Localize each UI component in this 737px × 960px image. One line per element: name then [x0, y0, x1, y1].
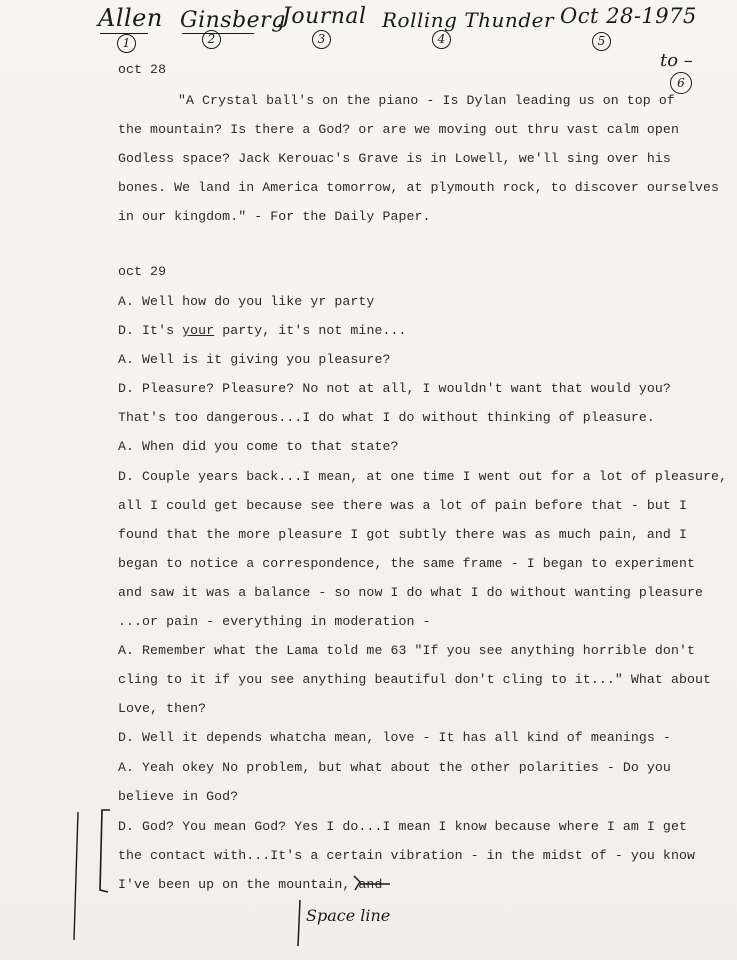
dialogue-line: believe in God?	[118, 789, 239, 804]
header-number-5: 5	[592, 32, 611, 51]
header-word-allen: Allen	[98, 4, 163, 32]
dialogue-line: D. God? You mean God? Yes I do...I mean I know because where I am I get	[118, 819, 687, 834]
dialogue-line: ...or pain - everything in moderation -	[118, 614, 431, 629]
entry-line: Godless space? Jack Kerouac's Grave is in Lowell, we'll sing over his	[118, 151, 671, 166]
header-number-1: 1	[117, 34, 136, 53]
header-word-ginsberg: Ginsberg	[180, 8, 286, 33]
entry-line: bones. We land in America tomorrow, at plymouth rock, to discover ourselves	[118, 180, 720, 195]
dialogue-line: D. Couple years back...I mean, at one time I went out for a lot of pleasure,	[118, 469, 728, 484]
dialogue-line: D. Pleasure? Pleasure? No not at all, I wouldn't want that would you?	[118, 381, 671, 396]
margin-note: Space line	[306, 906, 391, 925]
dialogue-line: all I could get because see there was a lot of pain before that - but I	[118, 498, 687, 513]
header-date: Oct 28-1975	[560, 4, 697, 28]
dialogue-text: party, it's not mine...	[214, 323, 407, 338]
entry-date-oct29: oct 29	[118, 264, 167, 279]
header-number-3: 3	[312, 30, 331, 49]
dialogue-line: D. Well it depends whatcha mean, love - It has all kind of meanings -	[118, 730, 671, 745]
bracket-inner	[100, 810, 110, 892]
dialogue-line: found that the more pleasure I got subtly there was as much pain, and I	[118, 527, 687, 542]
dialogue-text: D. It's	[118, 323, 183, 338]
bracket-outer	[74, 812, 78, 940]
dialogue-line: began to notice a correspondence, the same frame - I began to experiment	[118, 556, 695, 571]
header-number-2: 2	[202, 30, 221, 49]
entry-line: "A Crystal ball's on the piano - Is Dylan leading us on top of	[178, 93, 675, 108]
dialogue-line: and saw it was a balance - so now I do what I do without wanting pleasure	[118, 585, 704, 600]
entry-line: in our kingdom." - For the Daily Paper.	[118, 209, 431, 224]
dialogue-line: the contact with...It's a certain vibration - in the midst of - you know	[118, 848, 695, 863]
margin-vertical-stroke	[298, 900, 300, 946]
dialogue-line: cling to it if you see anything beautiful don't cling to it..." What about	[118, 672, 712, 687]
dialogue-line: That's too dangerous...I do what I do without thinking of pleasure.	[118, 410, 655, 425]
dialogue-line: Love, then?	[118, 701, 207, 716]
header-word-rolling-thunder: Rolling Thunder	[382, 8, 555, 32]
margin-bracket-mark	[60, 800, 400, 960]
dialogue-line: A. When did you come to that state?	[118, 439, 399, 454]
header-word-journal: Journal	[282, 4, 367, 29]
dialogue-line: A. Remember what the Lama told me 63 "If you see anything horrible don't	[118, 643, 695, 658]
header-number-4: 4	[432, 30, 451, 49]
entry-line: the mountain? Is there a God? or are we moving out thru vast calm open	[118, 122, 679, 137]
dialogue-line	[118, 323, 407, 338]
underlined-word: your	[182, 323, 215, 338]
dialogue-line: A. Well how do you like yr party	[118, 294, 375, 309]
entry-date-oct28: oct 28	[118, 62, 167, 77]
header-number-6: 6	[670, 72, 692, 94]
closing-brace	[354, 876, 390, 890]
dialogue-line: I've been up on the mountain, and	[118, 877, 383, 892]
dialogue-line: A. Yeah okey No problem, but what about the other polarities - Do you	[118, 760, 671, 775]
header-to-note: to –	[660, 50, 693, 71]
dialogue-line: A. Well is it giving you pleasure?	[118, 352, 391, 367]
